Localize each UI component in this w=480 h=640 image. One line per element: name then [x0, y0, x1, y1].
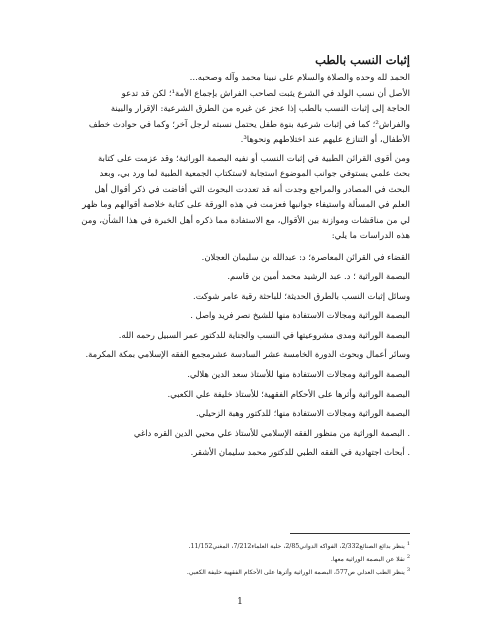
para2-line: ومن أقوى القرائن الطبية في إثبات النسب أو نفيه البصمة الوراثية؛ وقد عزمت على كتابة — [97, 153, 410, 164]
footnote — [64, 565, 410, 578]
study-item: البصمة الوراثية وأثرها على الأحكام الفقهية؛ للأستاذ خليفة علي الكعبي. — [167, 388, 410, 399]
study-item: البصمة الوراثية ومدى مشروعيتها في النسب والجناية للدكتور عمر السبيل رحمه الله. — [118, 329, 410, 340]
study-item: . أبحاث اجتهادية في الفقه الطبي للدكتور محمد سليمان الأشقر. — [190, 447, 410, 458]
study-item: البصمة الوراثية ومجالات الاستفادة منها؛ للدكتور وهبة الزحيلي. — [195, 408, 410, 419]
footnote-divider — [290, 533, 410, 534]
para2-line: البحث في المصادر والمراجع وجدت أنه قد تعددت البحوث التي أفاضت في ذكر أقوال أهل — [94, 184, 410, 195]
footnote-number: 1 — [406, 541, 410, 547]
opening-line: الحمد لله وحده والصلاة والسلام على نبينا محمد وآله وصحبه... — [189, 73, 410, 83]
para2-line: العلم في المسألة واستيفاء جوانبها فعزمت في هذه الورقة على كتابة خلاصة أقوالهم وما ظهر — [82, 200, 410, 210]
study-item: وسائر أعمال وبحوث الدورة الخامسة عشر السادسة عشرمجمع الفقه الإسلامي بمكة المكرمة. — [85, 349, 410, 360]
footnote — [64, 539, 410, 552]
para2-line: هذه الدراسات ما يلي: — [331, 231, 410, 241]
document-body — [64, 52, 410, 463]
para1-line: الأطفال، أو التنازع عليهم عند اختلاطهم ونحوها³. — [240, 135, 410, 145]
study-item: . البصمة الوراثية من منظور الفقه الإسلامي للأستاذ علي محيي الدين القره داغي — [133, 427, 410, 438]
footnote-number: 2 — [406, 554, 410, 561]
para1-line: والفراش²؛ كما في إثبات شرعية بنوة طفل يحتمل نسبته لرجل آخر؛ وكما في حوادث خطف — [88, 119, 410, 130]
footnote — [64, 552, 410, 565]
footnote-number: 3 — [406, 567, 410, 574]
page-number: 1 — [237, 597, 243, 607]
para1-line: الحاجة إلى إثبات النسب بالطب إذا عجز عن غيره من الطرق الشرعية: الإقرار والبينة — [110, 104, 410, 114]
footnote-text: ينظر الطب العدلي ص577، البصمة الوراثية وأثرها على الأحكام الفقهية خليفة الكعبي. — [186, 569, 405, 577]
footnote-text: نقلا عن البصمة الوراثية معها. — [330, 556, 405, 564]
footnotes — [64, 539, 410, 578]
study-item: القضاء في القرائن المعاصرة؛ د: عبدالله بن سليمان العجلان. — [201, 251, 410, 262]
research-paragraph — [64, 152, 410, 245]
study-item: البصمة الوراثية ؛ د. عبد الرشيد محمد أمين بن قاسم. — [227, 271, 410, 282]
footnote-text: ينظر بدائع الصنائع2/332، الفواكه الدواني2/85، حلية العلماء7/212، المغني11/152. — [188, 543, 405, 551]
document-title: إثبات النسب بالطب — [315, 53, 410, 67]
intro-paragraph — [64, 87, 410, 149]
study-item: البصمة الوراثية ومجالات الاستفادة منها للأستاذ سعد الدين هلالي. — [187, 369, 410, 380]
studies-list — [64, 248, 410, 464]
para2-line: بحث علمي يستوفي جوانب الموضوع استجابة لاستكتاب الجمعية الطبية لما ورد بي، وبعد — [99, 169, 410, 179]
study-item: البصمة الوراثية ومجالات الاستفادة منها للشيخ نصر فريد واصل . — [190, 310, 410, 321]
para1-line: الأصل أن نسب الولد في الشرع يثبت لصاحب الفراش بإجماع الأمة¹؛ لكن قد تدعو — [121, 88, 410, 99]
para2-line: لي من مناقشات وموازنة بين الأقوال، مع الاستفادة مما ذكره أهل الخبرة في هذا الشأن، ومن — [81, 215, 410, 226]
study-item: وسائل إثبات النسب بالطرق الحديثة؛ للباحثة رقية عامر شوكت. — [193, 290, 410, 301]
